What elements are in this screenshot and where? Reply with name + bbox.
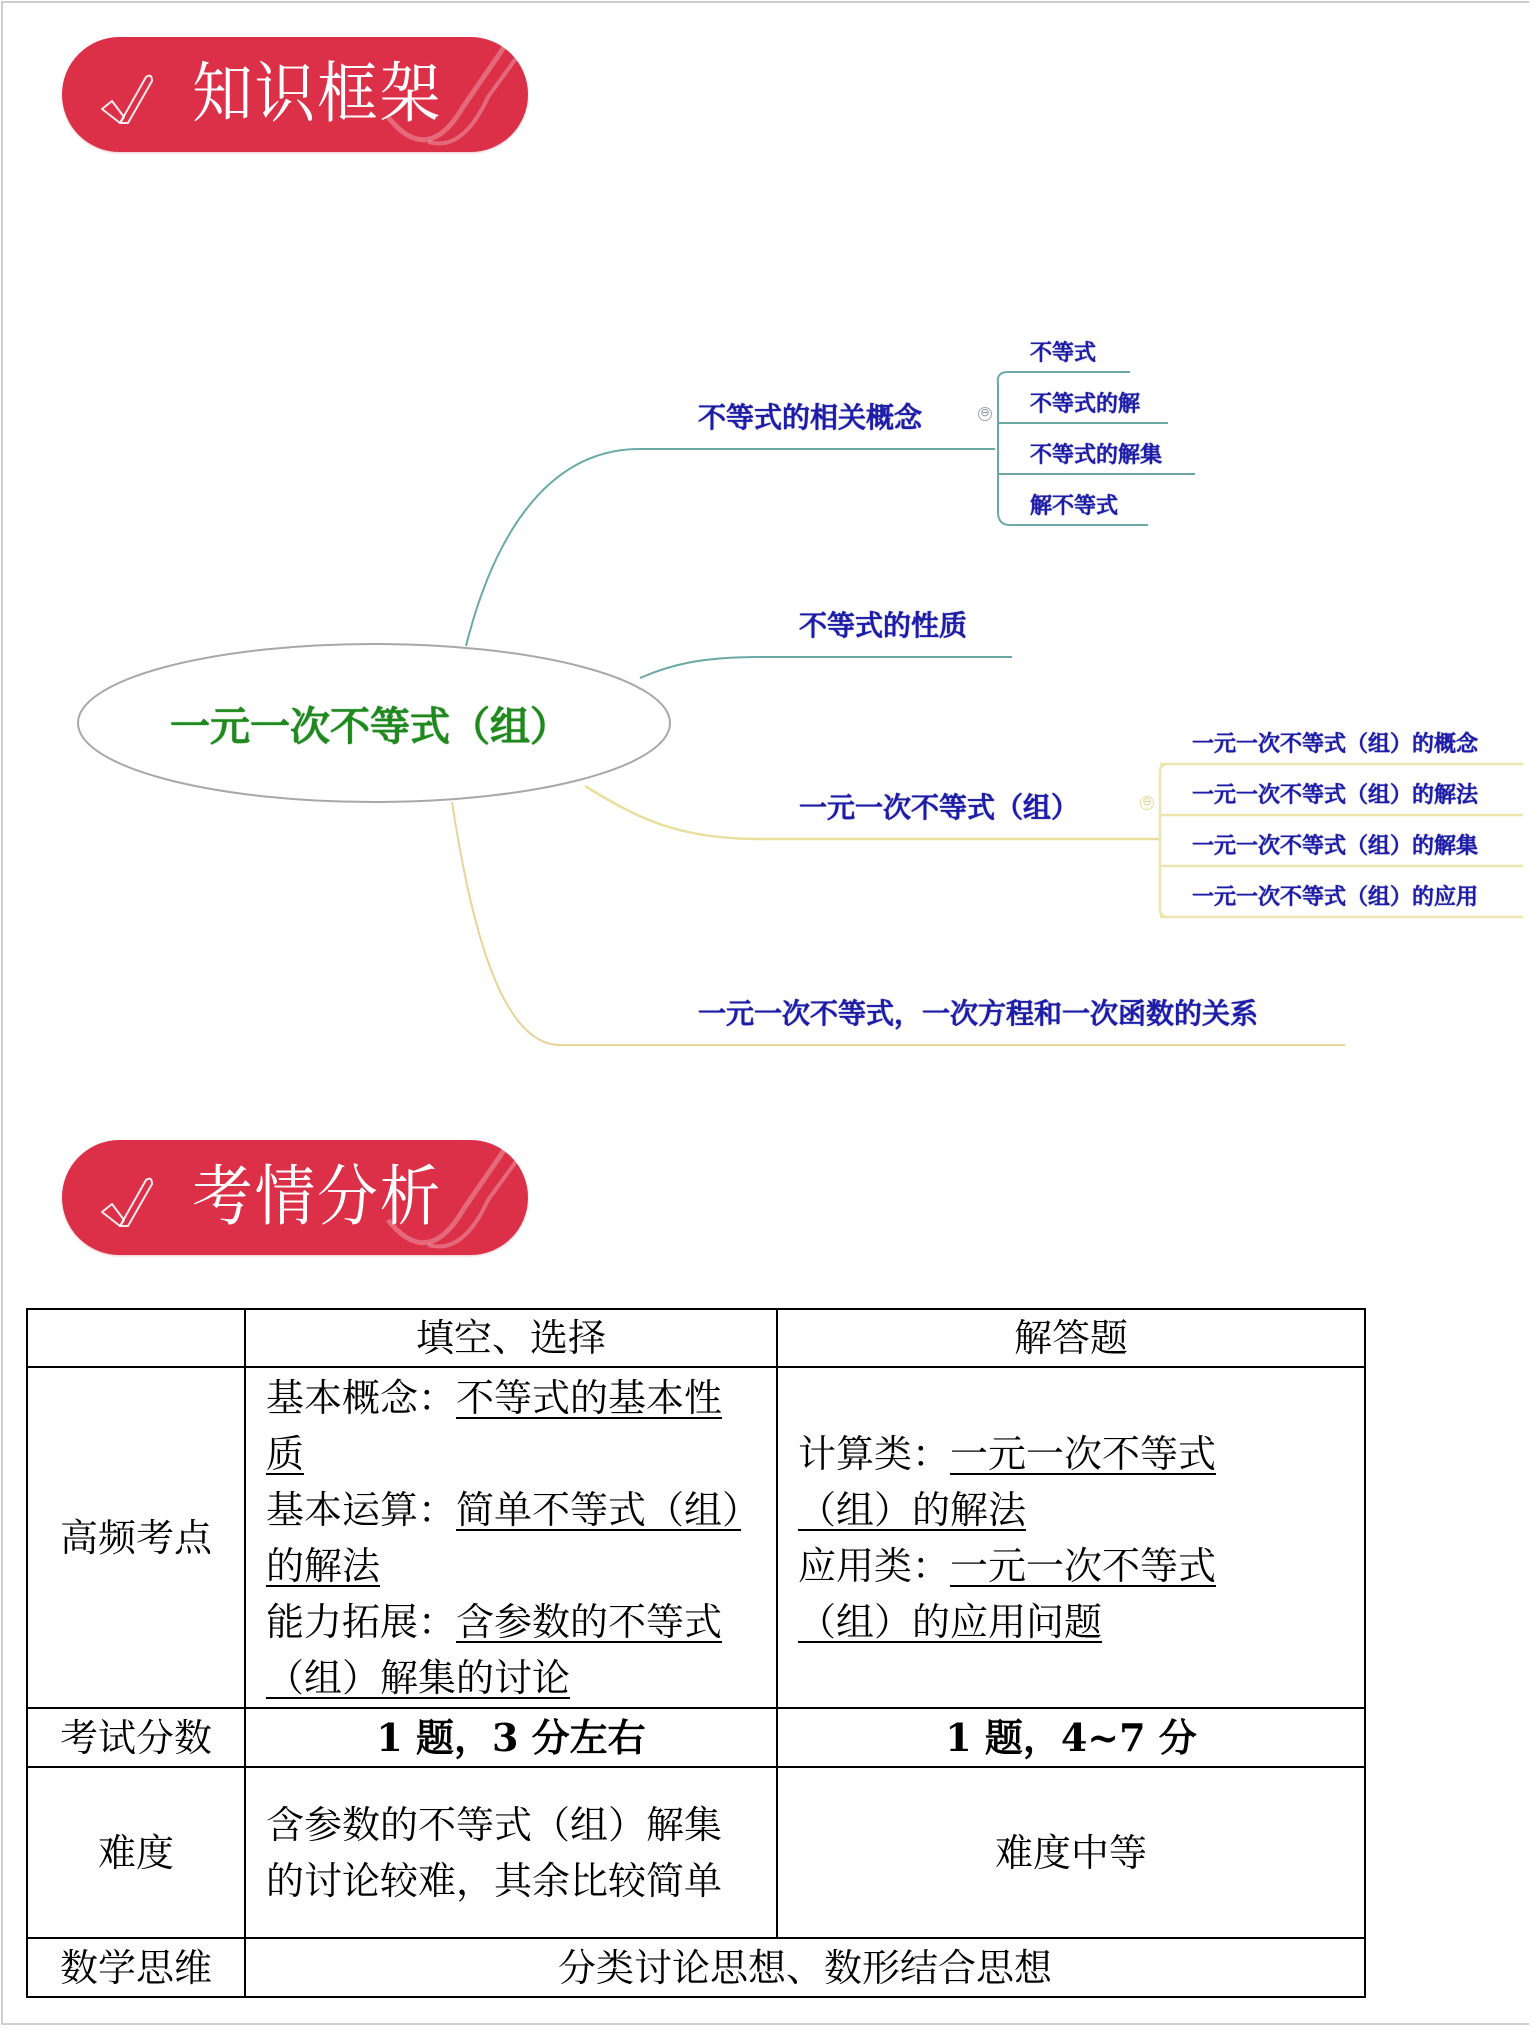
table-header-cell: 填空、选择 bbox=[245, 1309, 777, 1367]
row-label: 高频考点 bbox=[27, 1367, 245, 1708]
exam-point: 基本运算：简单不等式（组）的解法 bbox=[266, 1487, 742, 1588]
mind-map-leaf: 不等式的解集 bbox=[1030, 443, 1163, 468]
mind-map bbox=[0, 300, 1532, 1120]
table-header-cell: 解答题 bbox=[777, 1309, 1365, 1367]
section-title: 考情分析 bbox=[192, 1158, 443, 1235]
mind-map-root: 一元一次不等式（组） bbox=[170, 704, 570, 750]
table-cell: 1 题，4~7 分 bbox=[777, 1708, 1365, 1767]
table-header-cell bbox=[27, 1309, 245, 1367]
mind-map-branch-linear-inequality: 一元一次不等式（组） bbox=[799, 791, 1080, 824]
exam-analysis-table bbox=[26, 1308, 1366, 1998]
table-cell: 1 题，3 分左右 bbox=[245, 1708, 777, 1767]
exam-point: 基本概念：不等式的基本性质 bbox=[266, 1375, 723, 1476]
table-row-score bbox=[27, 1708, 1365, 1767]
collapse-icon[interactable]: ⊖ bbox=[978, 407, 992, 421]
mind-map-branch-relation: 一元一次不等式，一次方程和一次函数的关系 bbox=[698, 997, 1259, 1030]
table-cell: 含参数的不等式（组）解集的讨论较难，其余比较简单 bbox=[245, 1767, 777, 1938]
table-cell: 分类讨论思想、数形结合思想 bbox=[245, 1938, 1365, 1997]
mind-map-leaf: 一元一次不等式（组）的概念 bbox=[1192, 732, 1479, 757]
row-label: 考试分数 bbox=[27, 1708, 245, 1767]
table-cell: 难度中等 bbox=[777, 1767, 1365, 1938]
section-banner-analysis bbox=[62, 1140, 528, 1255]
exam-point: 计算类：一元一次不等式（组）的解法 bbox=[798, 1431, 1217, 1532]
section-title: 知识框架 bbox=[192, 55, 443, 132]
table-cell bbox=[777, 1367, 1365, 1708]
mind-map-leaf: 一元一次不等式（组）的解集 bbox=[1192, 834, 1479, 859]
mind-map-branch-concepts: 不等式的相关概念 bbox=[698, 401, 923, 434]
mind-map-leaf: 一元一次不等式（组）的解法 bbox=[1192, 783, 1479, 808]
checkmark-icon bbox=[98, 1172, 158, 1232]
mind-map-leaf: 一元一次不等式（组）的应用 bbox=[1192, 885, 1479, 910]
exam-point: 应用类：一元一次不等式（组）的应用问题 bbox=[798, 1543, 1217, 1644]
mind-map-branch-properties: 不等式的性质 bbox=[799, 609, 968, 642]
mind-map-leaf: 不等式 bbox=[1030, 341, 1097, 366]
checkmark-icon bbox=[98, 69, 158, 129]
table-row-math-thinking bbox=[27, 1938, 1365, 1997]
table-header-row bbox=[27, 1309, 1365, 1367]
row-label: 数学思维 bbox=[27, 1938, 245, 1997]
exam-point: 能力拓展：含参数的不等式（组）解集的讨论 bbox=[266, 1599, 723, 1700]
table-row-difficulty bbox=[27, 1767, 1365, 1938]
section-banner-framework bbox=[62, 37, 528, 152]
mind-map-leaf: 不等式的解 bbox=[1030, 392, 1141, 417]
table-row-high-frequency bbox=[27, 1367, 1365, 1708]
row-label: 难度 bbox=[27, 1767, 245, 1938]
mind-map-leaf: 解不等式 bbox=[1030, 494, 1119, 519]
collapse-icon[interactable]: ⊖ bbox=[1140, 796, 1154, 810]
table-cell bbox=[245, 1367, 777, 1708]
